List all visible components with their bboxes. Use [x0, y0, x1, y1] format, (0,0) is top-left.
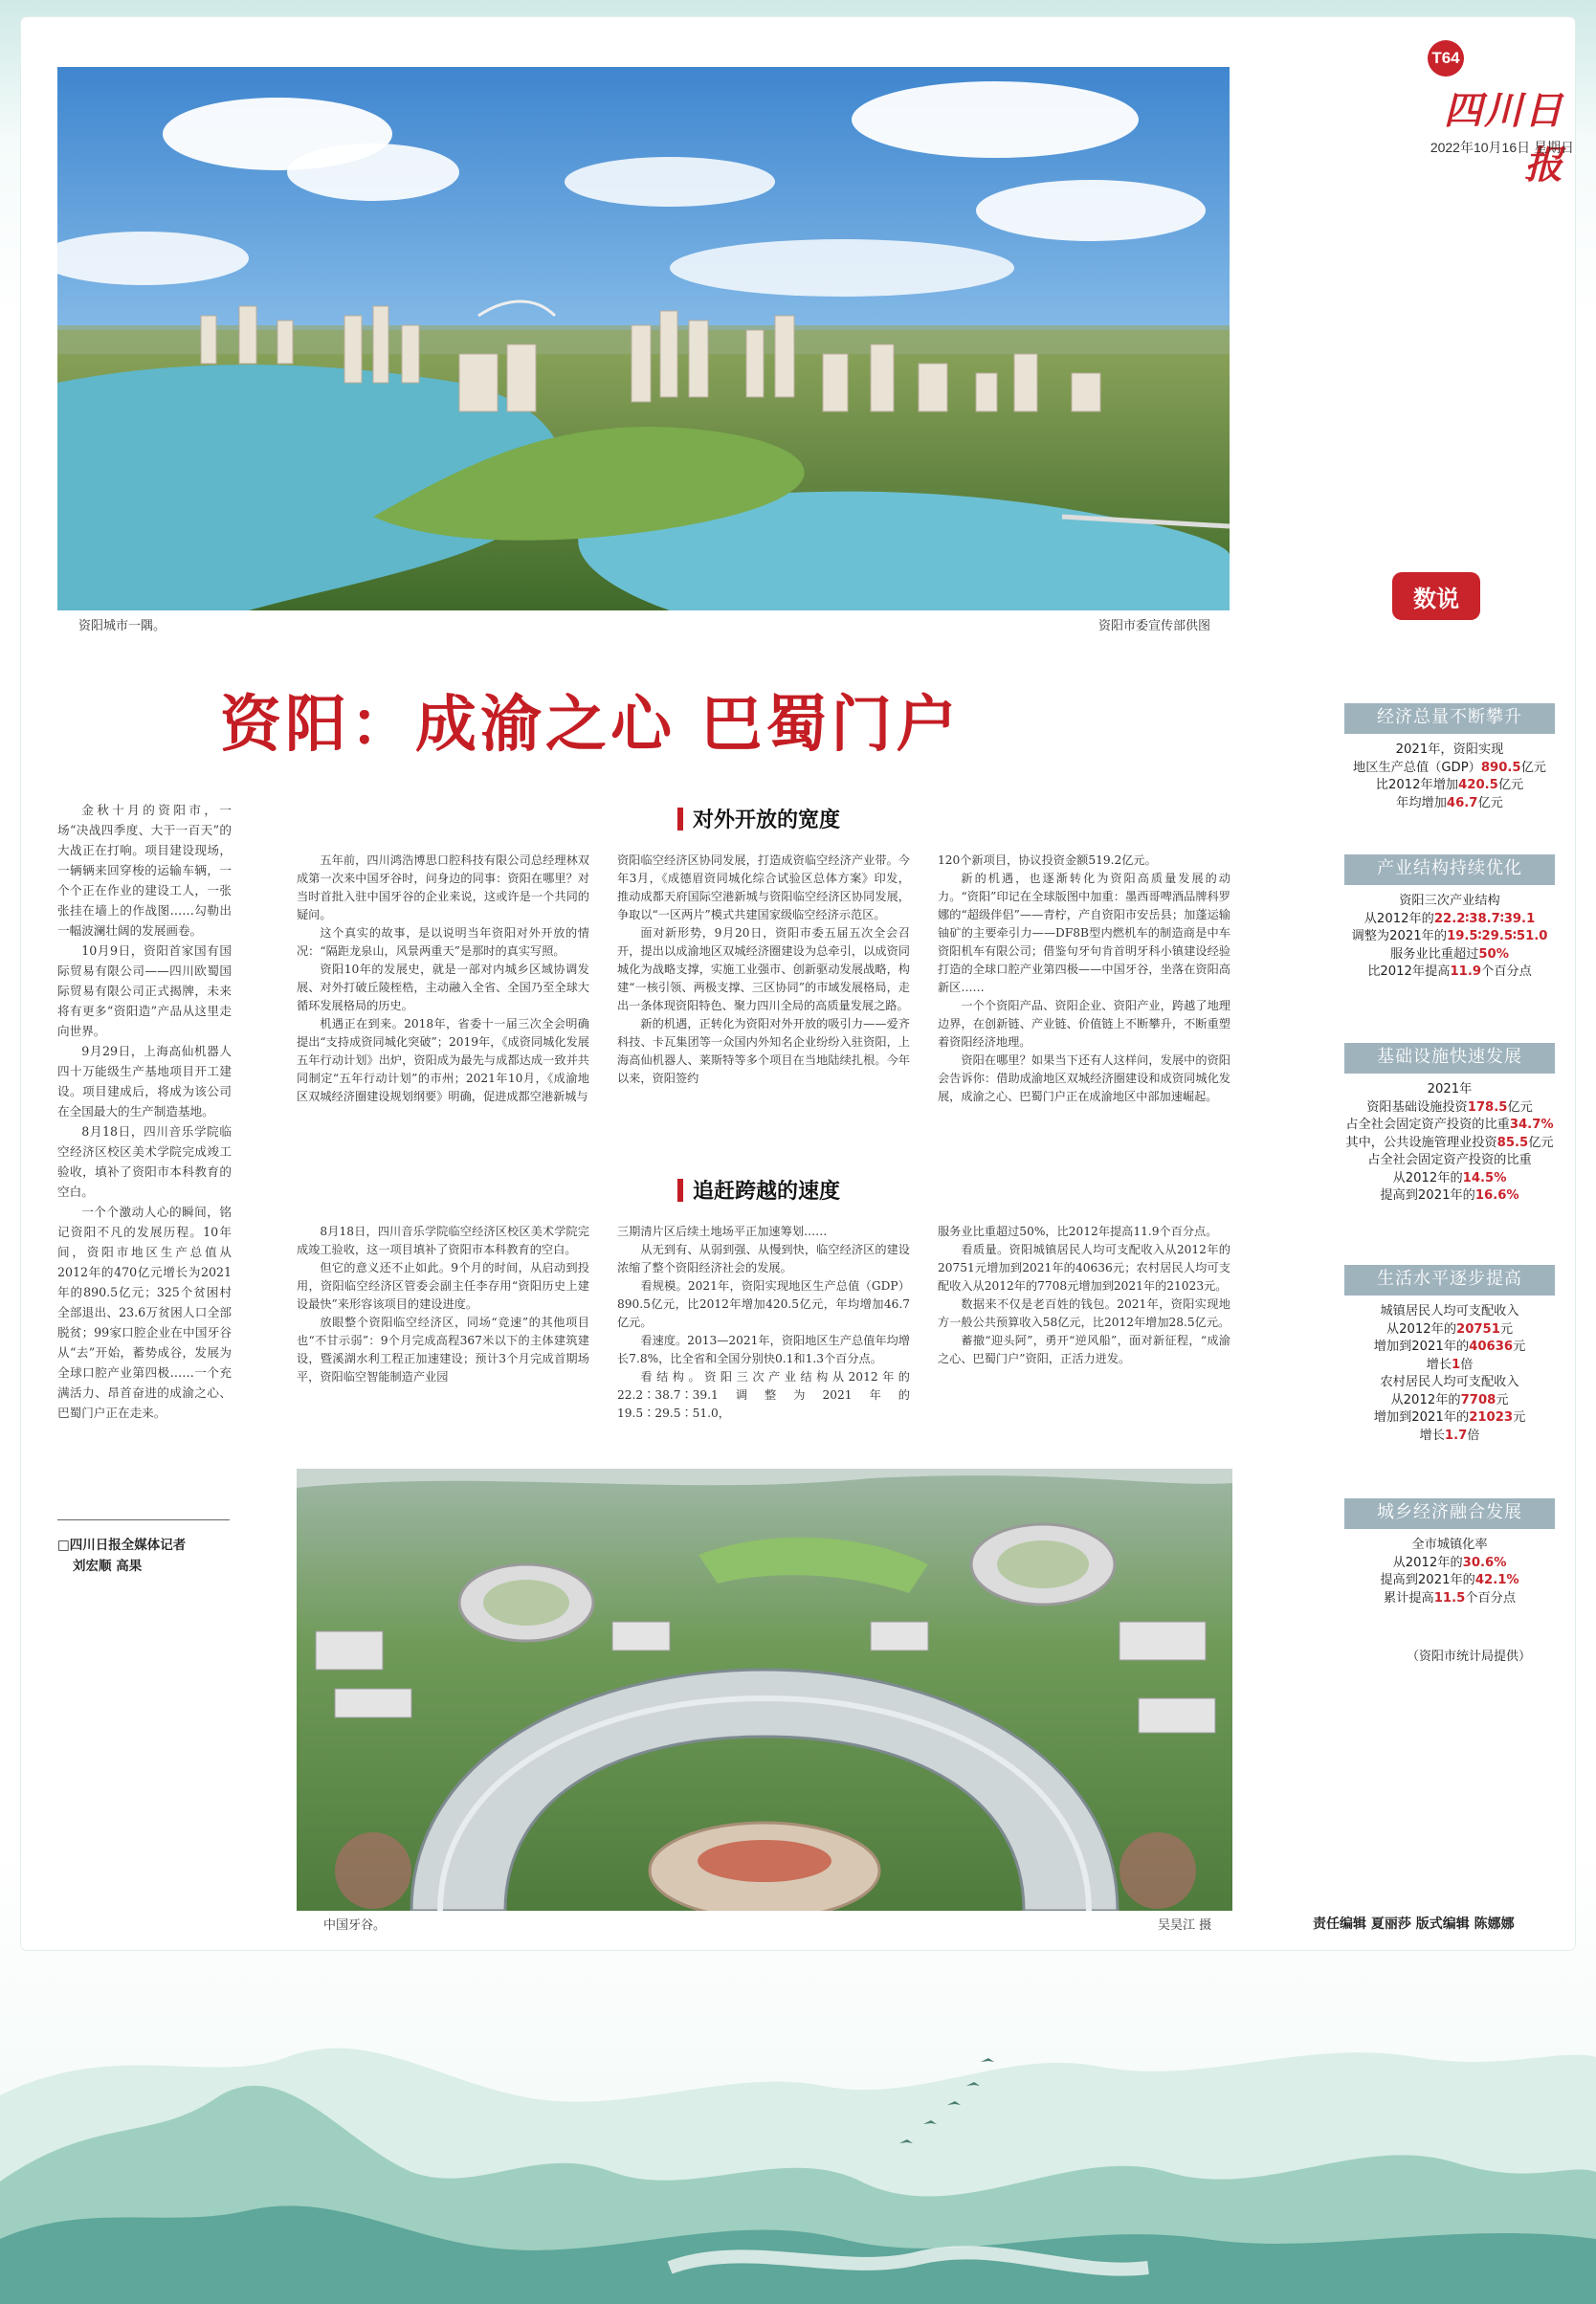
stat-text: 元 [1513, 1340, 1526, 1354]
stat-text: 城镇居民人均可支配收入 [1380, 1304, 1519, 1318]
stat-text: 元 [1499, 1321, 1514, 1337]
editors-credit: 责任编辑 夏丽莎 版式编辑 陈娜娜 [1313, 1916, 1515, 1932]
body-paragraph: 机遇正在到来。2018年，省委十一届三次全会明确提出“支持成资同城化突破”；2019年，《成资同城化发展五年行动计划》出炉，资阳成为最先与成都达成一致并共同制定“五年行动计划”的市州；2021年10月，《成渝地区双城经济圈建设规划纲要》明确，促进成都空港新城与 [297, 1017, 589, 1103]
bottom-photo-caption: 中国牙谷。 [323, 1918, 387, 1933]
body-paragraph: 8月18日，四川音乐学院临空经济区校区美术学院完成竣工验收，这一项目填补了资阳市本科教育的空白。 [297, 1225, 589, 1256]
stat-line [1344, 1099, 1555, 1118]
stat-line [1344, 1555, 1555, 1573]
stat-line [1344, 911, 1555, 929]
stat-value: 1 [1452, 1357, 1461, 1372]
stat-line [1344, 1152, 1555, 1170]
stat-value: 22.2∶38.7∶39.1 [1433, 911, 1536, 926]
byline-divider [57, 1519, 230, 1520]
stat-value: 30.6% [1462, 1555, 1507, 1570]
stat-text: 个百分点 [1465, 1590, 1517, 1606]
stat-text: 调整为2021年的 [1351, 929, 1448, 943]
city-aerial-photo [57, 67, 1230, 610]
stat-text: 从2012年的 [1363, 911, 1434, 926]
stat-value: 46.7 [1446, 795, 1478, 810]
stat-text: 个百分点 [1481, 964, 1532, 979]
lead-column [57, 800, 232, 1491]
stat-text: 其中，公共设施管理业投资 [1345, 1135, 1497, 1150]
stat-text: 占全社会固定资产投资的比重 [1345, 1118, 1510, 1132]
stat-value: 40636 [1469, 1340, 1514, 1354]
stat-text: 倍 [1460, 1357, 1474, 1372]
body-paragraph: 新的机遇，也逐渐转化为资阳高质量发展的动力。“资阳”印记在全球版图中加重：墨西哥啤酒品牌科罗娜的“超级伴侣”——青柠，产自资阳市安岳县；加蓬运输铀矿的主要牵引力——DF8B型内燃机车的制造商是中车资阳机车有限公司；借鉴句牙句肯首明牙科小镇建设经验打造的全球口腔产业第四极——中国牙谷，坐落在资阳高新区…… [938, 872, 1230, 994]
issue-date: 2022年10月16日 星期日 [1430, 140, 1574, 155]
section2-col-c [938, 1223, 1230, 1445]
lead-paragraph: 9月29日，上海高仙机器人四十万能级生产基地项目开工建设。项目建成后，将成为该公司在全国最大的生产制造基地。 [57, 1044, 232, 1119]
stat-line [1344, 1392, 1555, 1410]
stat-text: 从2012年的 [1392, 1170, 1463, 1185]
stats-source: （资阳市统计局提供） [1407, 1650, 1532, 1664]
stat-text: 增加到2021年的 [1373, 1410, 1470, 1425]
body-paragraph: 看结构。资阳三次产业结构从2012年的22.2∶38.7∶39.1调整为2021年的19.5∶29.5∶51.0， [617, 1370, 910, 1420]
stat-line [1344, 1321, 1555, 1340]
stat-text: 亿元 [1507, 1099, 1533, 1115]
body-paragraph: 数据来不仅是老百姓的钱包。2021年，资阳实现地方一般公共预算收入58亿元，比2012年增加28.5亿元。 [938, 1297, 1230, 1329]
body-paragraph: 资阳临空经济区协同发展，打造成资临空经济产业带。今年3月，《成德眉资同城化综合试验区总体方案》印发，推动成都天府国际空港新城与资阳临空经济区协同发展，争取以“一区两片”模式共建国家级临空经济示范区。 [617, 853, 910, 921]
body-paragraph: 看规模。2021年，资阳实现地区生产总值（GDP）890.5亿元，比2012年增加420.5亿元，年均增加46.7亿元。 [617, 1279, 910, 1329]
body-paragraph: 从无到有、从弱到强、从慢到快，临空经济区的建设浓缩了整个资阳经济社会的发展。 [617, 1243, 910, 1274]
body-paragraph: 新的机遇，正转化为资阳对外开放的吸引力——爱齐科技、卡瓦集团等一众国内外知名企业纷纷入驻资阳，上海高仙机器人、莱斯特等多个项目在当地陆续扎根。今年以来，资阳签约 [617, 1017, 910, 1085]
stat-lines [1344, 1303, 1555, 1445]
stat-line [1344, 742, 1555, 760]
stat-text: 农村居民人均可支配收入 [1380, 1375, 1519, 1389]
section-heading-openness [677, 804, 840, 833]
stat-lines [1344, 1081, 1555, 1206]
stat-text: 资阳三次产业结构 [1399, 894, 1500, 908]
stat-value: 11.5 [1433, 1590, 1466, 1606]
stat-value: 21023 [1469, 1410, 1514, 1425]
stat-block-title: 基础设施快速发展 [1344, 1043, 1555, 1074]
section-title: 追赶跨越的速度 [693, 1180, 841, 1204]
stat-value: 16.6% [1474, 1188, 1519, 1203]
stat-line [1344, 1409, 1555, 1428]
stat-block-title: 产业结构持续优化 [1344, 854, 1555, 885]
stat-block-title: 经济总量不断攀升 [1344, 703, 1555, 734]
stat-line [1344, 1303, 1555, 1321]
top-photo-caption: 资阳城市一隅。 [78, 619, 166, 633]
stat-text: 亿元 [1477, 795, 1503, 810]
stat-text: 2021年 [1427, 1082, 1473, 1097]
stat-line [1344, 964, 1555, 982]
body-paragraph: 资阳在哪里？如果当下还有人这样问，发展中的资阳会告诉你：借助成渝地区双城经济圈建设和成资同城化发展，成渝之心、巴蜀门户正在成渝地区中部加速崛起。 [938, 1053, 1230, 1103]
body-paragraph: 面对新形势，9月20日，资阳市委五届五次全会召开，提出以成渝地区双城经济圈建设为总牵引，以成资同城化为战略支撑，实施工业强市、创新驱动发展战略，构建“一核引领、两极支撑、三区协同”的市域发展格局，走出一条体现资阳特色、聚力四川全局的高质量发展之路。 [617, 926, 910, 1012]
stat-value: 890.5 [1480, 760, 1521, 775]
stat-text: 服务业比重超过 [1390, 946, 1479, 962]
stat-block [1344, 854, 1555, 982]
stat-text: 亿元 [1520, 760, 1546, 775]
stat-block [1344, 703, 1555, 812]
stat-text: 增长 [1426, 1357, 1452, 1372]
stat-text: 全市城镇化率 [1411, 1538, 1488, 1552]
stat-text: 累计提高 [1383, 1590, 1434, 1606]
section1-col-c [938, 852, 1230, 1182]
body-paragraph: 五年前，四川鸿浩博思口腔科技有限公司总经理林双成第一次来中国牙谷时，问身边的同事：资阳在哪里？对当时首批入驻中国牙谷的企业来说，这或许是一个共同的疑问。 [297, 853, 589, 921]
stat-line [1344, 1135, 1555, 1153]
stat-value: 7708 [1460, 1392, 1496, 1407]
stat-line [1344, 760, 1555, 778]
stat-text: 从2012年的 [1385, 1321, 1457, 1337]
stat-value: 1.7 [1444, 1428, 1468, 1443]
stat-line [1344, 1590, 1555, 1608]
body-paragraph: 看速度。2013—2021年，资阳地区生产总值年均增长7.8%，比全省和全国分别快0.1和1.3个百分点。 [617, 1334, 910, 1365]
stat-line [1344, 1117, 1555, 1135]
stat-text: 2021年，资阳实现 [1395, 742, 1504, 757]
stat-block [1344, 1265, 1555, 1445]
stat-line [1344, 928, 1555, 946]
lead-paragraph: 一个个激动人心的瞬间，铭记资阳不凡的发展历程。10年间，资阳市地区生产总值从2012年的470亿元增长为2021年的890.5亿元；325个贫困村全部退出、23.6万贫困人口全部脱贫；99家口腔企业在中国牙谷从“去”开始，蓄势成谷，发展为全球口腔产业第四极……一个充满活力、昂首奋进的成渝之心、巴蜀门户正在走来。 [57, 1205, 232, 1420]
stat-block-title: 城乡经济融合发展 [1344, 1498, 1555, 1529]
stat-text: 元 [1496, 1392, 1509, 1407]
section-title: 对外开放的宽度 [693, 809, 841, 832]
stat-line [1344, 795, 1555, 813]
body-paragraph: 服务业比重超过50%，比2012年提高11.9个百分点。 [938, 1225, 1218, 1238]
lead-paragraph: 8月18日，四川音乐学院临空经济区校区美术学院完成竣工验收，填补了资阳市本科教育的空白。 [57, 1124, 232, 1199]
stat-text: 增长 [1419, 1428, 1445, 1443]
stat-text: 占全社会固定资产投资的比重 [1367, 1153, 1532, 1167]
body-paragraph: 但它的意义还不止如此。9个月的时间，从启动到投用，资阳临空经济区管委会副主任李存用“资阳历史上建设最快”来形容该项目的建设进度。 [297, 1261, 589, 1311]
stat-value: 42.1% [1474, 1573, 1519, 1587]
stat-value: 11.9 [1450, 964, 1482, 979]
stat-text: 增加到2021年的 [1373, 1340, 1470, 1354]
stat-value: 50% [1478, 946, 1509, 962]
stat-line [1344, 893, 1555, 911]
body-paragraph: 三期清片区后续土地场平正加速筹划…… [617, 1225, 828, 1238]
page-headline: 资阳：成渝之心 巴蜀门户 [220, 690, 962, 761]
stat-lines [1344, 893, 1555, 982]
section2-col-b [617, 1223, 910, 1445]
stat-value: 420.5 [1458, 778, 1498, 792]
stat-text: 提高到2021年的 [1380, 1573, 1475, 1587]
stat-line [1344, 1339, 1555, 1357]
stat-text: 资阳基础设施投资 [1366, 1099, 1468, 1115]
stat-lines [1344, 1537, 1555, 1607]
heading-marker [677, 1179, 683, 1202]
stat-lines [1344, 742, 1555, 812]
dental-valley-photo [297, 1469, 1232, 1911]
body-paragraph: 一个个资阳产品、资阳企业、资阳产业，跨越了地理边界，在创新链、产业链、价值链上不断攀升，不断重塑着资阳经济地理。 [938, 999, 1230, 1049]
newspaper-logo: 四川日报 [1444, 88, 1564, 188]
section1-col-b [617, 852, 910, 1182]
stat-text: 年均增加 [1396, 795, 1447, 810]
section2-col-a [297, 1223, 589, 1445]
stat-value: 85.5 [1496, 1135, 1529, 1150]
top-photo-credit: 资阳市委宣传部供图 [1098, 619, 1211, 633]
body-paragraph: 蓄撤“迎头阿”，勇开“逆风船”，面对新征程，“成渝之心、巴蜀门户”资阳，正活力迸发。 [938, 1334, 1230, 1365]
stat-value: 20751 [1456, 1321, 1500, 1337]
stat-value: 19.5∶29.5∶51.0 [1447, 929, 1548, 943]
stat-block [1344, 1498, 1555, 1607]
lead-paragraph: 金秋十月的资阳市，一场“决战四季度、大干一百天”的大战正在打响。项目建设现场，一辆辆来回穿梭的运输车辆，一个个正在作业的建设工人，一张张挂在墙上的作战图……勾勒出一幅波澜壮阔的发展画卷。 [57, 803, 232, 938]
body-paragraph: 放眼整个资阳临空经济区，同场“竞速”的其他项目也“不甘示弱”：9个月完成高程367米以下的主体建筑建设，暨溪湖水利工程正加速建设；预计3个月完成首期场平，资阳临空智能制造产业园 [297, 1316, 589, 1384]
stat-line [1344, 1187, 1555, 1206]
stat-line [1344, 1170, 1555, 1188]
shuo-badge: 数说 [1392, 572, 1480, 620]
body-paragraph: 看质量。资阳城镇居民人均可支配收入从2012年的20751元增加到2021年的40636元；农村居民人均可支配收入从2012年的7708元增加到2021年的21023元。 [938, 1243, 1230, 1293]
stat-line [1344, 1428, 1555, 1446]
stat-text: 亿元 [1497, 778, 1524, 792]
stat-line [1344, 1357, 1555, 1375]
byline-label: □四川日报全媒体记者 [57, 1538, 187, 1553]
stat-text: 亿元 [1528, 1135, 1554, 1150]
byline-authors: 刘宏顺 高果 [73, 1559, 143, 1574]
stat-text: 提高到2021年的 [1380, 1188, 1475, 1203]
stat-line [1344, 1572, 1555, 1590]
section-heading-speed [677, 1175, 840, 1205]
page-number-badge: T64 [1428, 40, 1464, 77]
stat-text: 元 [1513, 1410, 1526, 1425]
stat-text: 比2012年提高 [1367, 964, 1451, 979]
stat-text: 从2012年的 [1392, 1555, 1463, 1570]
stat-block-title: 生活水平逐步提高 [1344, 1265, 1555, 1296]
stat-text: 从2012年的 [1390, 1392, 1461, 1407]
landscape-footer-art [0, 1952, 1596, 2304]
stat-value: 178.5 [1467, 1099, 1508, 1115]
stat-line [1344, 946, 1555, 964]
stat-line [1344, 1537, 1555, 1555]
body-paragraph: 资阳10年的发展史，就是一部对内城乡区域协调发展、对外打破丘陵桎梏，主动融入全省、全国乃至全球大循环发展格局的历史。 [297, 963, 589, 1012]
stat-text: 地区生产总值（GDP） [1353, 760, 1481, 775]
stat-text: 倍 [1467, 1428, 1480, 1443]
stat-line [1344, 1374, 1555, 1392]
stat-value: 34.7% [1509, 1118, 1554, 1132]
stat-line [1344, 1081, 1555, 1099]
stat-block [1344, 1043, 1555, 1206]
body-paragraph: 120个新项目，协议投资金额519.2亿元。 [938, 853, 1157, 867]
stat-text: 比2012年增加 [1375, 778, 1459, 792]
bottom-photo-credit: 吴昊江 摄 [1158, 1918, 1212, 1933]
lead-paragraph: 10月9日，资阳首家国有国际贸易有限公司——四川欧蜀国际贸易有限公司正式揭牌，未来将有更多“资阳造”产品从这里走向世界。 [57, 943, 232, 1038]
body-paragraph: 这个真实的故事，是以说明当年资阳对外开放的情况：“隔距龙泉山，风景两重天”是那时的真实写照。 [297, 926, 589, 958]
stat-value: 14.5% [1462, 1170, 1507, 1185]
heading-marker [677, 808, 683, 831]
stat-line [1344, 777, 1555, 795]
section1-col-a [297, 852, 589, 1182]
